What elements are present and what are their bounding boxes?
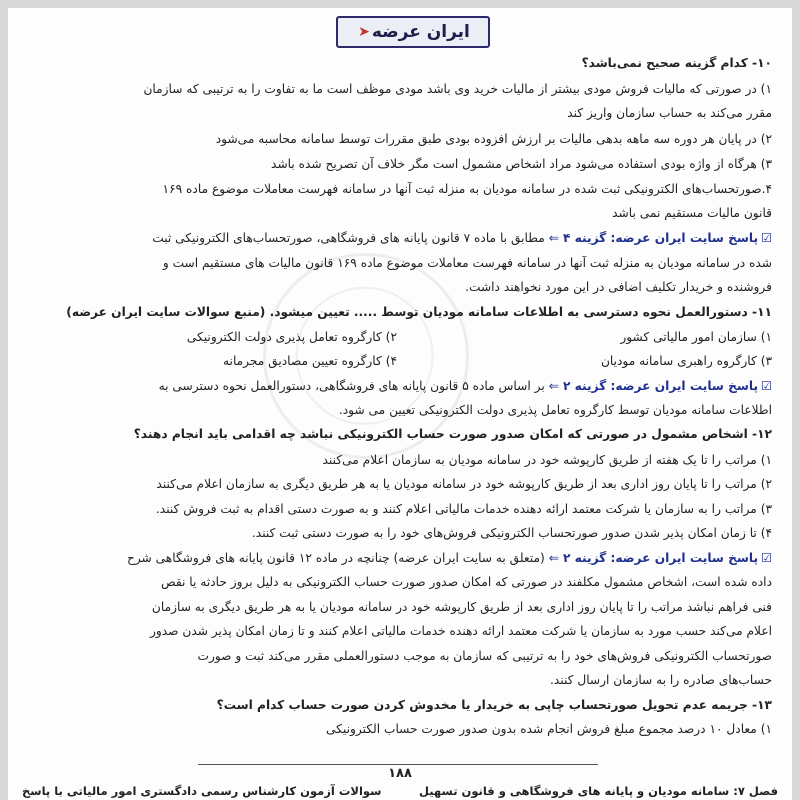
checkbox-icon: ☑ [761,231,772,245]
question-11-title: ۱۱- دستورالعمل نحوه دسترسی به اطلاعات سامانه مودیان توسط ..... تعیین میشود. (منبع سوالات سایت ایران عرضه) [66,305,772,319]
q10-option-4-line-2: قانون مالیات مستقیم نمی باشد [612,206,772,220]
q12-answer-line-4: اعلام می‌کند حسب مورد به سازمان یا شرکت معتمد ارائه دهنده خدمات مالیاتی اعلام کنند و تا زمان امکان پذیر شدن صدور [149,624,772,638]
answer-label: پاسخ سایت ایران عرضه: گزینه ۲ [562,551,759,565]
q10-answer-line-3: فروشنده و خریدار تکلیف اضافی در این مورد نخواهند داشت. [465,280,772,294]
q12-answer-line-2: داده شده است، اشخاص مشمول مکلفند در صورتی که امکان صدور صورت حساب الکترونیکی به دلیل بروز حادثه یا نقص [160,575,772,589]
q10-option-2: ۲) در پایان هر دوره سه ماهه بدهی مالیات بر ارزش افزوده بودی طبق مقررات توسط سامانه محاسبه می‌شود [215,132,772,146]
answer-label: پاسخ سایت ایران عرضه: گزینه ۴ [562,231,759,245]
q12-answer-line-5: صورتحساب الکترونیکی فروش‌های خود را به ترتیبی که سازمان به موجب دستورالعملی مقرر می‌کند ثبت و صورت [197,649,772,663]
checkbox-icon: ☑ [761,551,772,565]
arrow-icon: ⇐ [548,379,559,393]
q11-option-2: ۲) کارگروه تعامل پذیری دولت الکترونیکی [186,330,397,344]
q10-option-1-line-2: مقرر می‌کند به حساب سازمان واریز کند [567,106,772,120]
q10-answer-line-1 [152,231,772,245]
q12-answer-line-6: حساب‌های صادره را به سازمان ارسال کنند. [550,673,772,687]
q10-answer-line-2: شده در سامانه مودیان به منزله ثبت آنها در سامانه فهرست معاملات موضوع ماده ۱۶۹ قانون مالیات های مستقیم است و [162,256,772,270]
document-page [8,8,792,800]
q12-answer-line-3: فنی فراهم نباشد مراتب را تا پایان روز اداری بعد از طریق کارپوشه خود در سامانه مودیان یا به هر طریق دیگری به سازمان [151,600,772,614]
q11-options-row-1 [620,330,772,344]
page-number: ۱۸۸ [388,766,412,781]
q11-option-4: ۴) کارگروه تعیین مصادیق مجرمانه [223,354,397,368]
footer-divider [198,764,598,765]
logo-arrow-icon: ➤ [358,24,370,40]
q12-option-3: ۳) مراتب را به سازمان یا شرکت معتمد ارائه دهنده خدمات مالیاتی اعلام کنند و به صورت دستی اقدام به ثبت فروش کنند. [155,502,772,516]
answer-text: مطابق با ماده ۷ قانون پایانه های فروشگاهی، صورتحساب‌های الکترونیکی ثبت [152,231,545,245]
arrow-icon: ⇐ [548,551,559,565]
q11-answer-line-1 [159,379,772,393]
q10-option-1-line-1: ۱) در صورتی که مالیات فروش مودی بیشتر از مالیات خرید وی باشد مودی موظف است ما به تفاوت را به ترتیبی که سازمان [143,82,772,96]
footer-chapter: فصل ۷: سامانه مودیان و پایانه های فروشگاهی و قانون تسهیل [418,784,778,798]
q12-answer-line-1 [127,551,772,565]
answer-text: بر اساس ماده ۵ قانون پایانه های فروشگاهی، دستورالعمل نحوه دسترسی به [158,379,545,393]
q12-option-2: ۲) مراتب را تا پایان روز اداری بعد از طریق کارپوشه خود در سامانه مودیان یا به هر طریق دیگری به سازمان اعلام می‌کنند [156,477,772,491]
logo-text: ایران عرضه [371,22,470,42]
q12-option-1: ۱) مراتب را تا یک هفته از طریق کارپوشه خود در سامانه مودیان به سازمان اعلام می‌کنند [322,453,772,467]
question-10-title: ۱۰- کدام گزینه صحیح نمی‌باشد؟ [581,56,772,70]
answer-label: پاسخ سایت ایران عرضه: گزینه ۲ [562,379,759,393]
answer-text: (متعلق به سایت ایران عرضه) چنانچه در ماده ۱۲ قانون پایانه های فروشگاهی شرح [126,551,545,565]
q10-option-4-line-1: ۴.صورتحساب‌های الکترونیکی ثبت شده در سامانه مودیان به منزله ثبت آنها در سامانه فهرست معاملات موضوع ماده ۱۶۹ [162,182,772,196]
checkbox-icon: ☑ [761,379,772,393]
question-13-title: ۱۳- جریمه عدم تحویل صورتحساب چاپی به خریدار یا مخدوش کردن صورت حساب کدام است؟ [216,698,772,712]
q11-option-3: ۳) کارگروه راهبری سامانه مودیان [600,354,772,368]
q11-answer-line-2: اطلاعات سامانه مودیان توسط کارگروه تعامل پذیری دولت الکترونیکی تعیین می شود. [338,403,772,417]
q11-option-1: ۱) سازمان امور مالیاتی کشور [620,330,772,344]
footer-book-title: سوالات آزمون کارشناس رسمی دادگستری امور مالیاتی با پاسخ [22,784,382,798]
arrow-icon: ⇐ [548,231,559,245]
question-12-title: ۱۲- اشخاص مشمول در صورتی که امکان صدور صورت حساب الکترونیکی نباشد چه اقدامی باید انجام دهند؟ [133,427,772,441]
q12-option-4: ۴) تا زمان امکان پذیر شدن صدور صورتحساب الکترونیکی فروش‌های خود را به صورت دستی ثبت کنند. [251,526,772,540]
q13-option-1: ۱) معادل ۱۰ درصد مجموع مبلغ فروش انجام شده بدون صدور صورت حساب الکترونیکی [326,722,772,736]
q10-option-3: ۳) هرگاه از واژه بودی استفاده می‌شود مراد اشخاص مشمول است مگر خلاف آن تصریح شده باشد [271,157,772,171]
site-logo [336,16,490,48]
